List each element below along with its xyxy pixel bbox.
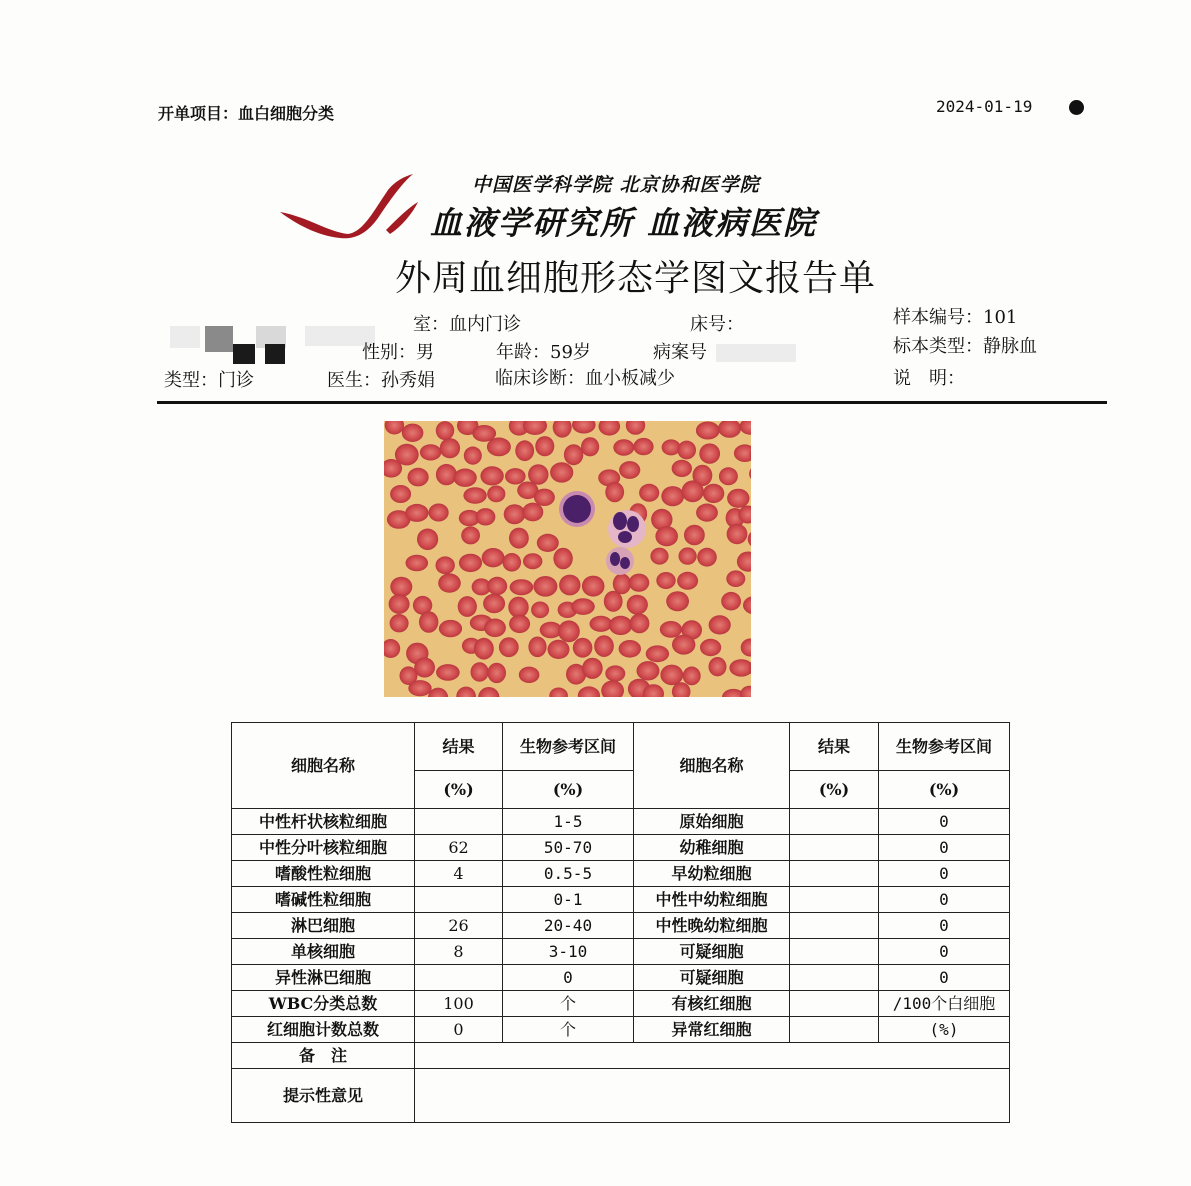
row-cell-name-2: 中性晚幼粒细胞	[634, 913, 790, 939]
row-cell-result: 62	[415, 835, 503, 861]
report-title: 外周血细胞形态学图文报告单	[395, 258, 877, 299]
table-row	[232, 1017, 1010, 1043]
row-cell-result-2	[790, 887, 879, 913]
row-cell-ref-2: (%)	[879, 1017, 1010, 1043]
redaction-block	[205, 326, 233, 352]
row-cell-result-2	[790, 1017, 879, 1043]
results-table	[231, 722, 1010, 1123]
redaction-block	[716, 344, 796, 362]
row-cell-name-2: 有核红细胞	[634, 991, 790, 1017]
row-cell-ref: 20-40	[503, 913, 634, 939]
row-cell-ref-2: 0	[879, 913, 1010, 939]
row-cell-result-2	[790, 835, 879, 861]
row-cell-ref: 1-5	[503, 809, 634, 835]
gender-field: 性别：男	[362, 342, 434, 363]
header-cell-name-2: 细胞名称	[634, 723, 790, 809]
table-row	[232, 835, 1010, 861]
row-cell-ref-2: 0	[879, 809, 1010, 835]
row-cell-ref: 3-10	[503, 939, 634, 965]
row-cell-name: 红细胞计数总数	[232, 1017, 415, 1043]
dept-field: 室：血内门诊	[413, 314, 521, 335]
row-cell-result	[415, 965, 503, 991]
opinion-label: 提示性意见	[232, 1069, 415, 1123]
row-cell-result-2	[790, 965, 879, 991]
row-cell-result-2	[790, 991, 879, 1017]
header-cell-result: 结果	[415, 723, 503, 771]
row-cell-name: 嗜酸性粒细胞	[232, 861, 415, 887]
row-cell-ref: 0-1	[503, 887, 634, 913]
row-cell-ref: 0	[503, 965, 634, 991]
row-cell-result: 26	[415, 913, 503, 939]
neutrophil-cell	[608, 510, 646, 548]
row-cell-result-2	[790, 861, 879, 887]
dot-mark	[1069, 100, 1084, 115]
row-cell-result-2	[790, 809, 879, 835]
row-cell-ref-2: 0	[879, 887, 1010, 913]
row-cell-ref: 个	[503, 991, 634, 1017]
row-cell-ref: 个	[503, 1017, 634, 1043]
row-cell-name-2: 可疑细胞	[634, 965, 790, 991]
table-row	[232, 809, 1010, 835]
row-cell-result-2	[790, 913, 879, 939]
record-no-field: 病案号	[653, 342, 707, 363]
table-row	[232, 965, 1010, 991]
row-cell-name: WBC分类总数	[232, 991, 415, 1017]
bed-field: 床号：	[690, 314, 744, 335]
row-cell-name: 单核细胞	[232, 939, 415, 965]
row-cell-ref: 0.5-5	[503, 861, 634, 887]
row-cell-ref: 50-70	[503, 835, 634, 861]
row-cell-ref-2: 0	[879, 861, 1010, 887]
row-cell-name-2: 幼稚细胞	[634, 835, 790, 861]
row-cell-result	[415, 887, 503, 913]
header-cell-ref: 生物参考区间	[503, 723, 634, 771]
eosinophil-cell	[606, 547, 634, 575]
row-cell-ref-2: 0	[879, 939, 1010, 965]
row-cell-name-2: 早幼粒细胞	[634, 861, 790, 887]
table-row	[232, 991, 1010, 1017]
lymphocyte-cell	[559, 491, 595, 527]
blood-smear-image	[384, 421, 751, 697]
row-cell-ref-2: 0	[879, 835, 1010, 861]
table-row	[232, 861, 1010, 887]
opinion-value	[415, 1069, 1010, 1123]
order-item: 开单项目：血白细胞分类	[158, 104, 335, 123]
diagnosis-field: 临床诊断：血小板减少	[495, 368, 675, 389]
redaction-block	[233, 344, 255, 364]
unit-cell-ref-2: (%)	[879, 771, 1010, 809]
remarks-value	[415, 1043, 1010, 1069]
row-cell-result	[415, 809, 503, 835]
row-cell-name: 异性淋巴细胞	[232, 965, 415, 991]
row-cell-name-2: 原始细胞	[634, 809, 790, 835]
header-cell-ref-2: 生物参考区间	[879, 723, 1010, 771]
unit-cell-ref: (%)	[503, 771, 634, 809]
row-cell-name-2: 异常红细胞	[634, 1017, 790, 1043]
institution-line-1: 中国医学科学院 北京协和医学院	[472, 174, 760, 196]
row-cell-name-2: 可疑细胞	[634, 939, 790, 965]
row-cell-ref-2: 0	[879, 965, 1010, 991]
divider-line	[157, 401, 1107, 404]
row-cell-name: 嗜碱性粒细胞	[232, 887, 415, 913]
unit-cell-result-2: (%)	[790, 771, 879, 809]
row-cell-result-2	[790, 939, 879, 965]
note-field: 说 明：	[893, 368, 965, 389]
redaction-block	[265, 344, 285, 364]
row-cell-name: 淋巴细胞	[232, 913, 415, 939]
header-cell-result-2: 结果	[790, 723, 879, 771]
unit-cell-result: (%)	[415, 771, 503, 809]
remarks-label: 备 注	[232, 1043, 415, 1069]
sample-no-field: 样本编号：101	[893, 307, 1018, 328]
row-cell-name-2: 中性中幼粒细胞	[634, 887, 790, 913]
row-cell-name: 中性杆状核粒细胞	[232, 809, 415, 835]
row-cell-result: 4	[415, 861, 503, 887]
redaction-block	[170, 326, 200, 348]
visit-type-field: 类型：门诊	[164, 370, 254, 391]
hospital-logo	[278, 172, 428, 242]
row-cell-name: 中性分叶核粒细胞	[232, 835, 415, 861]
row-cell-ref-2: /100个白细胞	[879, 991, 1010, 1017]
row-cell-result: 100	[415, 991, 503, 1017]
table-row	[232, 887, 1010, 913]
institution-line-2: 血液学研究所 血液病医院	[430, 204, 818, 242]
report-date: 2024-01-19	[936, 97, 1033, 116]
age-field: 年龄：59岁	[496, 342, 591, 363]
table-row	[232, 939, 1010, 965]
row-cell-result: 8	[415, 939, 503, 965]
table-row	[232, 913, 1010, 939]
specimen-type-field: 标本类型：静脉血	[893, 336, 1037, 357]
row-cell-result: 0	[415, 1017, 503, 1043]
doctor-field: 医生：孙秀娟	[327, 370, 435, 391]
header-cell-name: 细胞名称	[232, 723, 415, 809]
